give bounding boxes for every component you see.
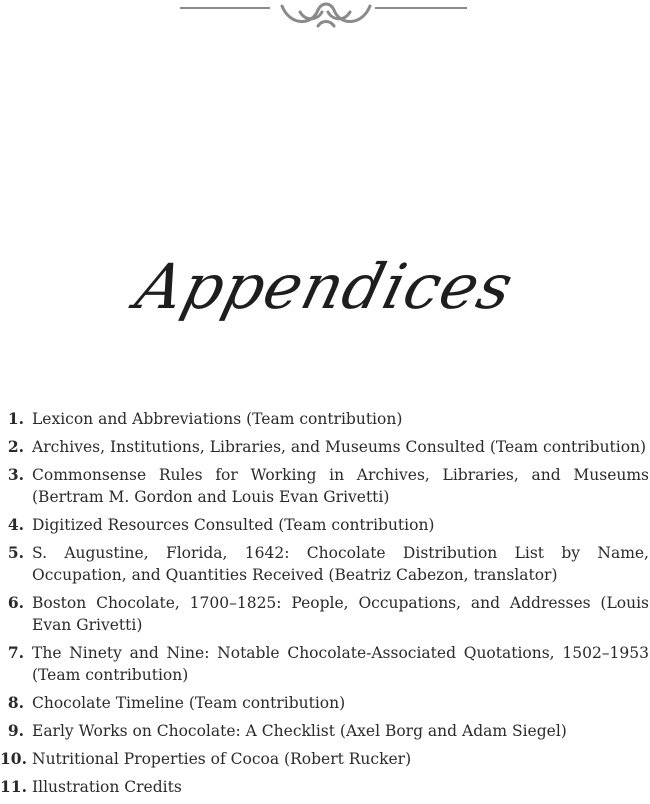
list-item bbox=[0, 642, 650, 686]
item-number: 1. bbox=[7, 409, 24, 428]
list-item bbox=[0, 542, 650, 586]
appendix-list bbox=[0, 408, 650, 804]
item-text: S. Augustine, Florida, 1642: Chocolate Distribution List by Name, Occupation, and Quantities Received (Beatriz Cabezon, translator) bbox=[32, 544, 649, 584]
ornament-scroll bbox=[282, 4, 370, 26]
item-number: 7. bbox=[7, 643, 24, 662]
list-item bbox=[0, 464, 650, 508]
item-number: 3. bbox=[7, 465, 24, 484]
list-item bbox=[0, 514, 650, 536]
list-item bbox=[0, 692, 650, 714]
item-text: Early Works on Chocolate: A Checklist (Axel Borg and Adam Siegel) bbox=[32, 722, 567, 740]
item-number: 6. bbox=[7, 593, 24, 612]
item-text: Illustration Credits bbox=[32, 778, 182, 796]
list-item bbox=[0, 776, 650, 798]
item-number: 9. bbox=[7, 721, 24, 740]
item-text: Digitized Resources Consulted (Team contribution) bbox=[32, 516, 435, 534]
item-number: 8. bbox=[7, 693, 24, 712]
item-text: Lexicon and Abbreviations (Team contribution) bbox=[32, 410, 403, 428]
list-item bbox=[0, 408, 650, 430]
item-number: 2. bbox=[7, 437, 24, 456]
item-number: 5. bbox=[7, 543, 24, 562]
list-item bbox=[0, 436, 650, 458]
item-text: Commonsense Rules for Working in Archives, Libraries, and Museums (Bertram M. Gordon and Louis Evan Grivetti) bbox=[32, 466, 649, 506]
item-text: The Ninety and Nine: Notable Chocolate-Associated Quotations, 1502–1953 (Team contribution) bbox=[32, 644, 649, 684]
item-number: 11. bbox=[0, 777, 27, 796]
page-title: Appendices bbox=[129, 250, 521, 323]
item-number: 10. bbox=[0, 749, 27, 768]
list-item bbox=[0, 720, 650, 742]
item-text: Archives, Institutions, Libraries, and Museums Consulted (Team contribution) bbox=[32, 438, 647, 456]
list-item bbox=[0, 592, 650, 636]
item-number: 4. bbox=[7, 515, 24, 534]
item-text: Chocolate Timeline (Team contribution) bbox=[32, 694, 346, 712]
item-text: Nutritional Properties of Cocoa (Robert Rucker) bbox=[32, 750, 412, 768]
decorative-ornament bbox=[0, 0, 650, 40]
list-item bbox=[0, 748, 650, 770]
item-text: Boston Chocolate, 1700–1825: People, Occupations, and Addresses (Louis Evan Grivetti) bbox=[32, 594, 649, 634]
